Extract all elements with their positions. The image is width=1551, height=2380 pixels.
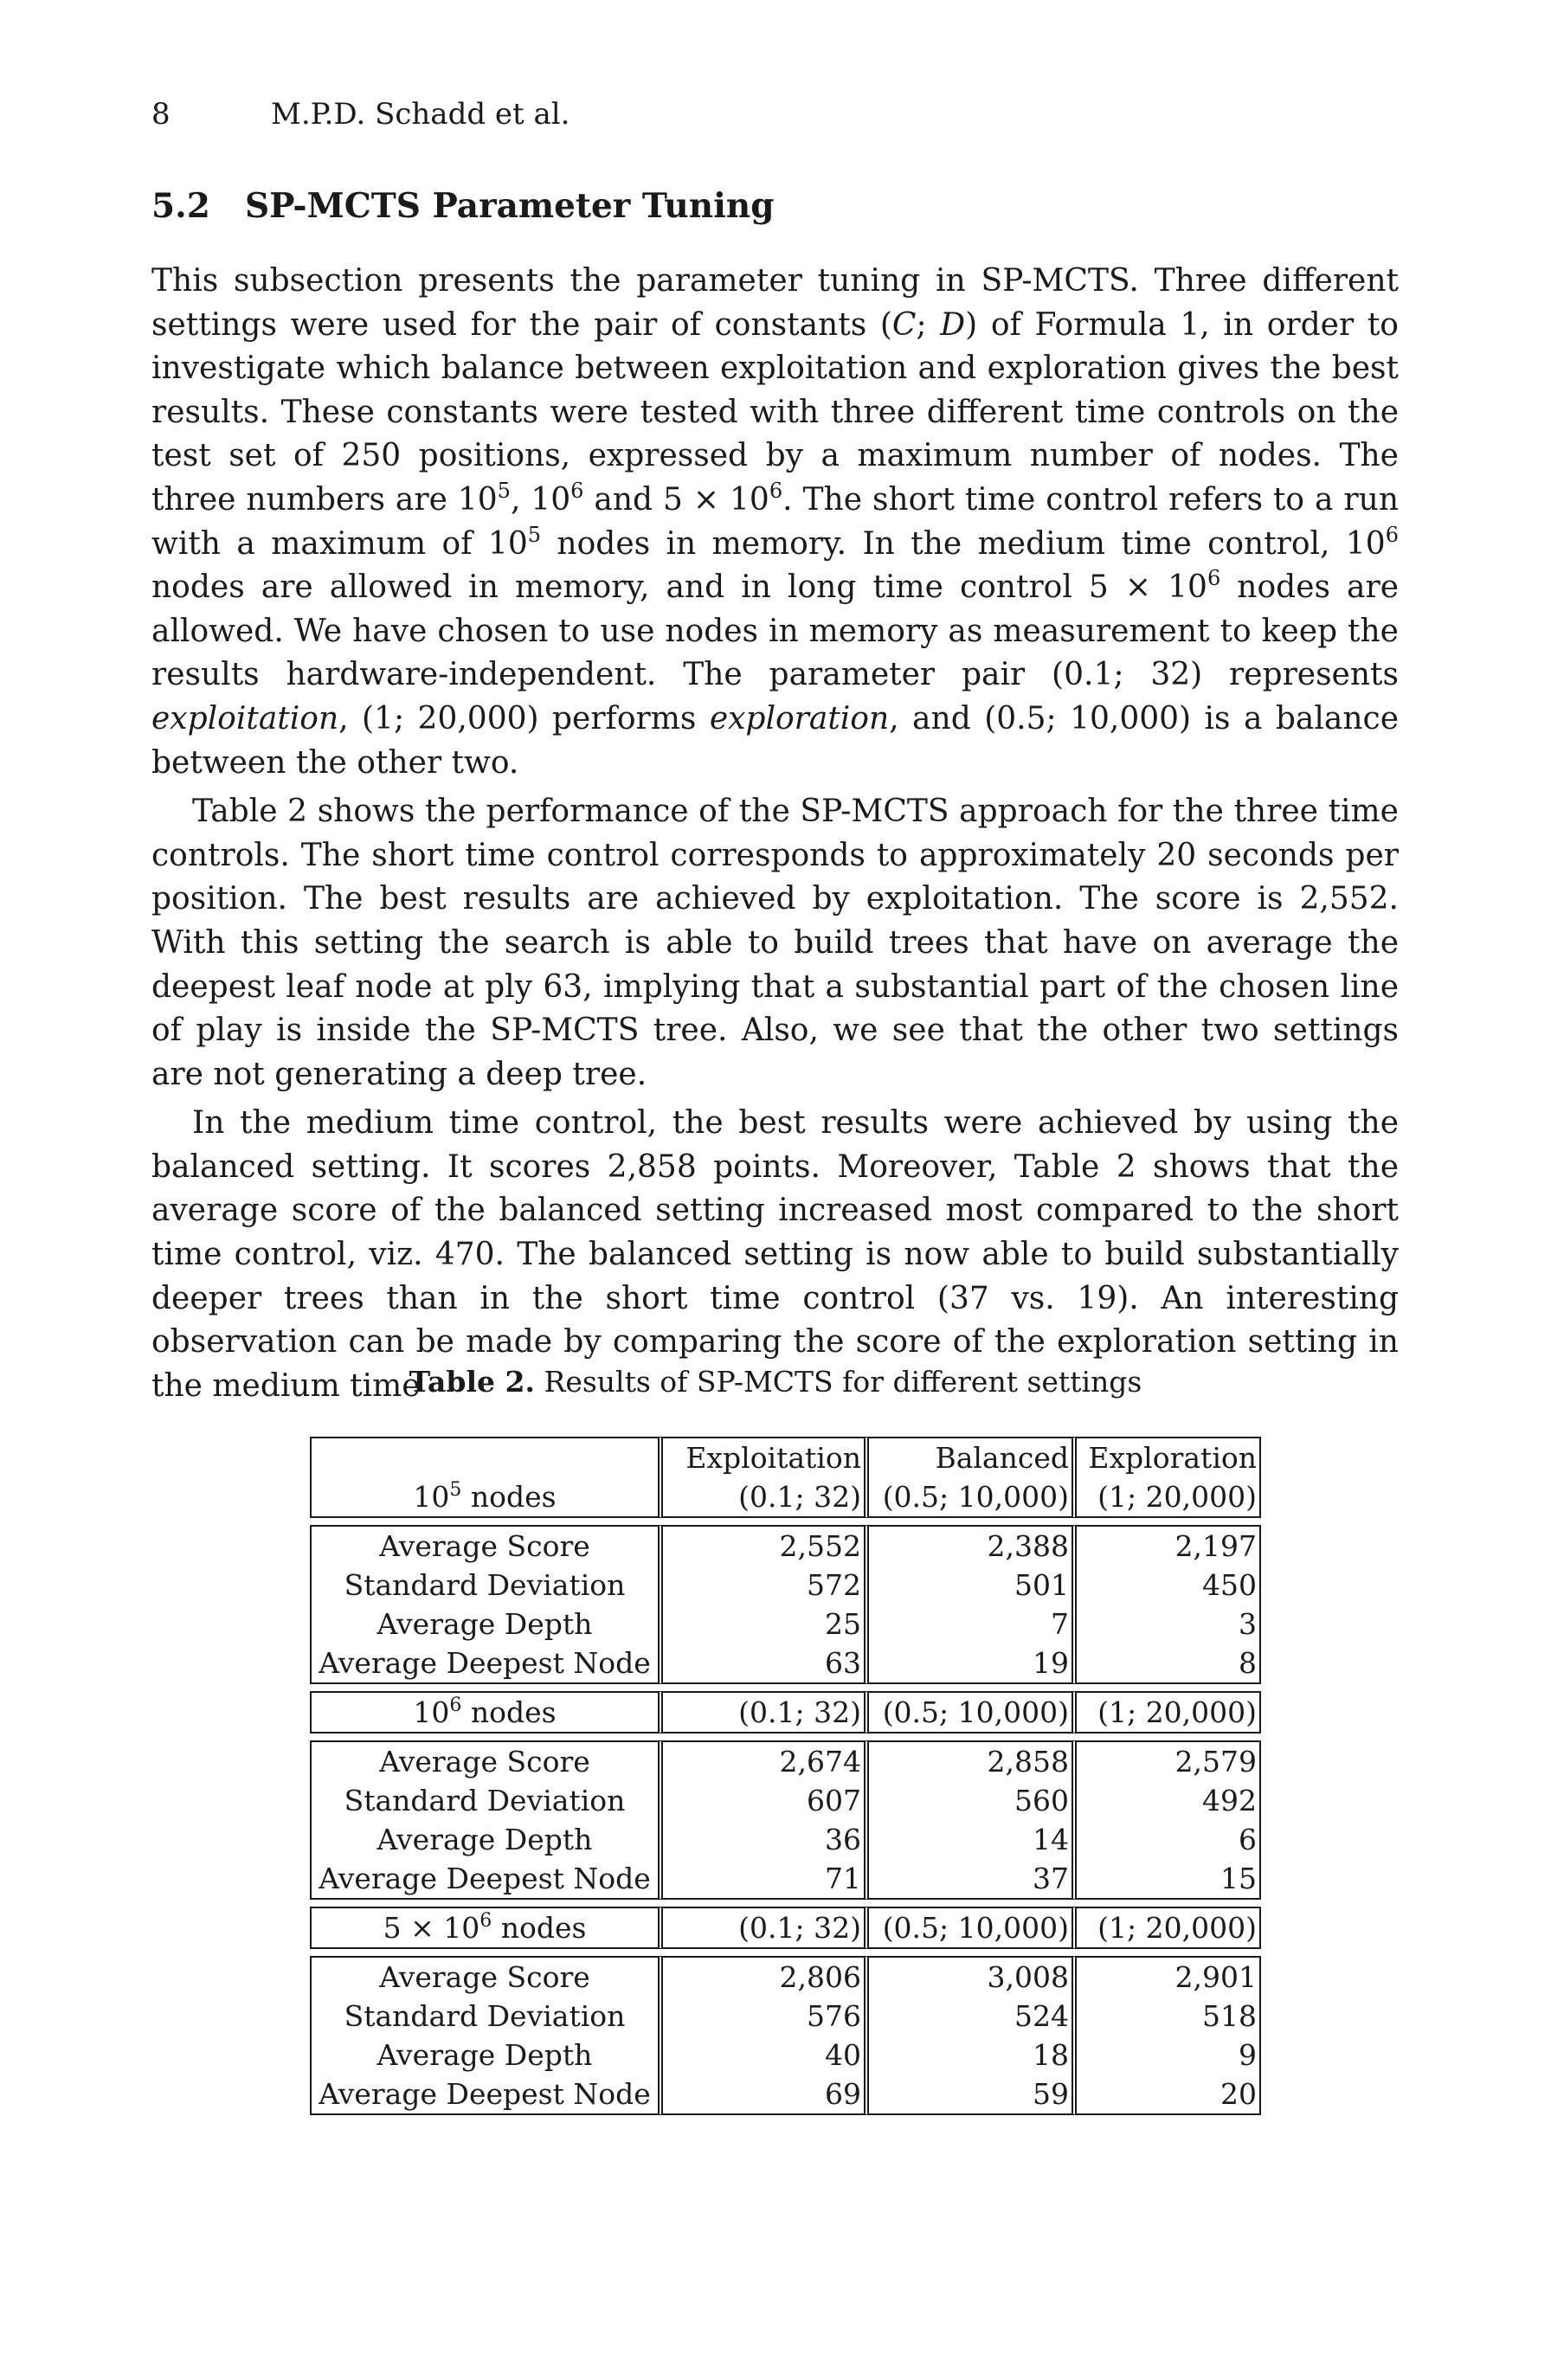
running-authors: M.P.D. Schadd et al. [271,97,570,132]
metric-value: 19 [869,1643,1077,1684]
metric-label: Average Deepest Node [310,1859,663,1900]
table-row [310,1997,1261,2036]
metric-value: 36 [663,1820,869,1859]
group-label-exponent: 6 [479,1910,492,1932]
group-param-cell [663,1691,869,1734]
group-label-suffix: nodes [461,1480,557,1514]
group-param-cell [869,1437,1077,1518]
table-caption [0,1362,1551,1402]
group-param-cell [1077,1691,1261,1734]
table-row [310,1956,1261,1997]
group-param-cell [663,1907,869,1949]
table-spacer-cell [310,1684,1261,1691]
table-spacer [310,1949,1261,1956]
column-name: Exploration [1088,1441,1257,1475]
table-spacer-cell [310,1949,1261,1956]
table-row [310,2036,1261,2074]
metric-label: Average Depth [310,2036,663,2074]
column-name: Balanced [935,1441,1069,1475]
table-caption-text: Results of SP-MCTS for different settings [534,1365,1142,1399]
table-spacer-cell [310,1900,1261,1907]
table-row [310,1566,1261,1605]
table-row [310,2074,1261,2115]
param-pair: (0.1; 32) [738,1695,861,1729]
param-pair: (1; 20,000) [1097,1695,1257,1729]
group-param-cell [1077,1907,1261,1949]
metric-value: 2,552 [663,1525,869,1566]
group-param-cell [869,1907,1077,1949]
group-label-base: 10 [413,1480,450,1514]
metric-value: 14 [869,1820,1077,1859]
param-pair: (0.1; 32) [738,1911,861,1945]
param-pair: (1; 20,000) [1097,1911,1257,1945]
metric-value: 20 [1077,2074,1261,2115]
metric-value: 492 [1077,1781,1261,1820]
table-row [310,1781,1261,1820]
metric-label: Standard Deviation [310,1781,663,1820]
column-name: Exploitation [685,1441,861,1475]
group-label-suffix: nodes [461,1695,557,1729]
metric-value: 2,197 [1077,1525,1261,1566]
metric-value: 37 [869,1859,1077,1900]
metric-value: 450 [1077,1566,1261,1605]
section-number: 5.2 [151,186,210,226]
param-pair: (1; 20,000) [1097,1480,1257,1514]
group-label [310,1907,663,1949]
section-heading [151,185,775,227]
table-group-header [310,1437,1261,1518]
metric-label: Standard Deviation [310,1566,663,1605]
param-pair: (0.5; 10,000) [882,1695,1069,1729]
metric-value: 8 [1077,1643,1261,1684]
group-label-suffix: nodes [492,1911,587,1945]
metric-value: 40 [663,2036,869,2074]
metric-value: 3 [1077,1605,1261,1643]
results-table-container [310,1437,1261,2115]
table-spacer [310,1518,1261,1525]
results-table [310,1437,1261,2115]
paragraph-3: In the medium time control, the best results were achieved by using the balanced setting. It scores 2,858 points. Moreover, Table 2 shows that the average score of the balanced setting increased most compared to the short time control, viz. 470. The balanced setting is now able to build substantially deeper trees than in the short time control (37 vs. 19). An interesting observation can be made by comparing the score of the exploration setting in the medium time [151,1105,1399,1404]
table-caption-label: Table 2. [409,1365,535,1399]
metric-value: 2,806 [663,1956,869,1997]
table-spacer-cell [310,1518,1261,1525]
metric-label: Average Score [310,1740,663,1781]
param-pair: (0.1; 32) [738,1480,861,1514]
group-label-exponent: 6 [449,1695,462,1716]
table-row [310,1740,1261,1781]
metric-label: Average Deepest Node [310,2074,663,2115]
metric-value: 576 [663,1997,869,2036]
page-number: 8 [151,97,171,132]
table-row [310,1525,1261,1566]
metric-value: 63 [663,1643,869,1684]
table-row [310,1820,1261,1859]
table-row [310,1605,1261,1643]
group-label [310,1691,663,1734]
metric-value: 2,388 [869,1525,1077,1566]
table-group-header [310,1907,1261,1949]
metric-value: 2,579 [1077,1740,1261,1781]
group-label-base: 10 [413,1695,450,1729]
param-pair: (0.5; 10,000) [882,1911,1069,1945]
body-text [151,260,1399,1413]
metric-value: 2,901 [1077,1956,1261,1997]
running-header [151,93,570,135]
table-row [310,1859,1261,1900]
table-row [310,1643,1261,1684]
metric-value: 7 [869,1605,1077,1643]
metric-label: Average Deepest Node [310,1643,663,1684]
metric-value: 71 [663,1859,869,1900]
metric-label: Average Score [310,1525,663,1566]
group-param-cell [869,1691,1077,1734]
table-spacer [310,1900,1261,1907]
metric-value: 3,008 [869,1956,1077,1997]
metric-value: 15 [1077,1859,1261,1900]
group-label-base: 5 × 10 [383,1911,480,1945]
param-pair: (0.5; 10,000) [882,1480,1069,1514]
paragraph-1: This subsection presents the parameter tuning in SP-MCTS. Three different settings were used for the pair of constants (C; D) of Formula 1, in order to investigate which balance between exploitation and exploration gives the best results. These constants were tested with three different time controls on the test set of 250 positions, expressed by a maximum number of nodes. The three numbers are $10^5$, $10^6$ and $5 \times 10^6$. The short time control refers to a run with a maximum of $10^5$ nodes in memory. In the medium time control, $10^6$ nodes are allowed in memory, and in long time control $5 \times 10^6$ nodes are allowed. We have chosen to use nodes in memory as measurement to keep the results hardware-independent. The parameter pair (0.1; 32) represents exploitation, (1; 20,000) performs exploration, and (0.5; 10,000) is a balance between the other two. [151,263,1400,781]
metric-value: 2,858 [869,1740,1077,1781]
metric-value: 607 [663,1781,869,1820]
group-label [310,1437,663,1518]
table-spacer [310,1734,1261,1740]
metric-value: 501 [869,1566,1077,1605]
section-title: SP-MCTS Parameter Tuning [245,186,775,226]
table-spacer-cell [310,1734,1261,1740]
group-param-cell [663,1437,869,1518]
metric-value: 69 [663,2074,869,2115]
metric-value: 524 [869,1997,1077,2036]
metric-value: 18 [869,2036,1077,2074]
paragraph-2: Table 2 shows the performance of the SP-MCTS approach for the three time controls. The short time control corresponds to approximately 20 seconds per position. The best results are achieved by exploitation. The score is 2,552. With this setting the search is able to build trees that have on average the deepest leaf node at ply 63, implying that a substantial part of the chosen line of play is inside the SP-MCTS tree. Also, we see that the other two settings are not generating a deep tree. [151,794,1399,1092]
table-spacer [310,1684,1261,1691]
group-label-exponent: 5 [449,1479,462,1501]
metric-value: 518 [1077,1997,1261,2036]
table-group-header [310,1691,1261,1734]
metric-label: Standard Deviation [310,1997,663,2036]
metric-label: Average Depth [310,1605,663,1643]
metric-value: 59 [869,2074,1077,2115]
metric-value: 572 [663,1566,869,1605]
group-param-cell [1077,1437,1261,1518]
metric-label: Average Score [310,1956,663,1997]
metric-value: 560 [869,1781,1077,1820]
metric-value: 9 [1077,2036,1261,2074]
metric-value: 2,674 [663,1740,869,1781]
metric-label: Average Depth [310,1820,663,1859]
metric-value: 6 [1077,1820,1261,1859]
metric-value: 25 [663,1605,869,1643]
